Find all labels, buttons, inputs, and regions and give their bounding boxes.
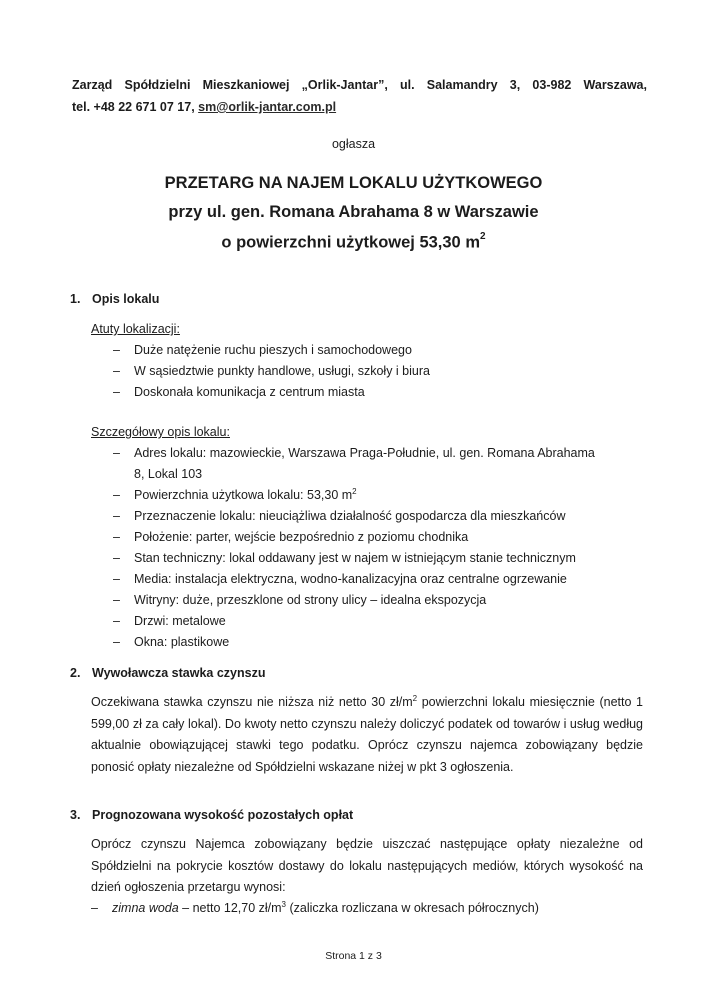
dash-bullet: –	[113, 530, 120, 544]
list-item: – W sąsiedztwie punkty handlowe, usługi, szkoły i biura	[113, 361, 653, 382]
header-line-1: Zarząd Spółdzielni Mieszkaniowej „Orlik-Jantar”, ul. Salamandry 3, 03-982 Warszawa,	[72, 78, 647, 92]
header-block	[72, 74, 647, 118]
list-item: – Okna: plastikowe	[113, 632, 653, 653]
address-line-a: Adres lokalu: mazowieckie, Warszawa Praga-Południe, ul. gen. Romana Abrahama	[134, 446, 595, 460]
dash-bullet: –	[113, 385, 120, 399]
list-item: – Drzwi: metalowe	[113, 611, 653, 632]
dash-bullet: –	[113, 488, 120, 502]
section-1-number: 1.	[70, 292, 81, 306]
dash-bullet: –	[113, 343, 120, 357]
section-2-heading	[70, 666, 265, 680]
title-superscript: 2	[480, 231, 486, 242]
dash-bullet: –	[113, 509, 120, 523]
list-item: – Stan techniczny: lokal oddawany jest w najem w istniejącym stanie technicznym	[113, 548, 653, 569]
header-email-link[interactable]: sm@orlik-jantar.com.pl	[198, 100, 337, 114]
title-line-3-text: o powierzchni użytkowej 53,30 m	[221, 233, 480, 252]
dash-bullet: –	[113, 572, 120, 586]
section-2-paragraph: Oczekiwana stawka czynszu nie niższa niż netto 30 $zł/m^2$ powierzchni lokalu miesięcznie (netto 1 599,00 zł za cały lokal). Do kwoty netto czynszu należy doliczyć podatek od towarów i usług według aktualnie obowiązującej stawki tego podatku. Oprócz czynszu najemca zobowiązany będzie ponosić opłaty niezależne od Spółdzielni wskazane niżej w pkt 3 ogłoszenia.	[91, 693, 643, 774]
list-item: – Duże natężenie ruchu pieszych i samochodowego	[113, 340, 653, 361]
section-1-heading	[70, 292, 159, 306]
atuty-label: Atuty lokalizacji:	[91, 322, 180, 336]
dash-bullet: –	[113, 551, 120, 565]
announces-label: ogłasza	[331, 137, 376, 151]
details-list	[113, 443, 653, 653]
details-label: Szczegółowy opis lokalu:	[91, 425, 230, 439]
header-phone: tel. +48 22 671 07 17,	[72, 100, 199, 114]
dash-bullet: –	[91, 901, 98, 915]
dash-bullet: –	[113, 446, 120, 460]
section-1-title: Opis lokalu	[92, 292, 160, 306]
dash-bullet: –	[113, 593, 120, 607]
dash-bullet: –	[113, 364, 120, 378]
page-number: Strona 1 z 3	[325, 950, 382, 962]
list-item: – Media: instalacja elektryczna, wodno-kanalizacyjna oraz centralne ogrzewanie	[113, 569, 653, 590]
section-2-number: 2.	[70, 666, 81, 680]
title-line-2: przy ul. gen. Romana Abrahama 8 w Warszawie	[168, 203, 539, 221]
address-line-b: 8, Lokal 103	[134, 467, 203, 481]
atuty-list	[113, 340, 653, 403]
title-line-1: PRZETARG NA NAJEM LOKALU UŻYTKOWEGO	[164, 174, 543, 192]
list-item: – Witryny: duże, przeszklone od strony ulicy – idealna ekspozycja	[113, 590, 653, 611]
cold-water-label: zimna woda	[112, 901, 179, 915]
section-3-title: Prognozowana wysokość pozostałych opłat	[92, 808, 354, 822]
list-item: – Położenie: parter, wejście bezpośrednio z poziomu chodnika	[113, 527, 653, 548]
list-item: – Powierzchnia użytkowa lokalu: 53,30 $m^2$	[113, 485, 653, 506]
section-3-list-item: – zimna woda – netto 12,70 $zł/m^3$ (zaliczka rozliczana w okresach półrocznych)	[91, 898, 539, 919]
dash-bullet: –	[113, 614, 120, 628]
section-2-title: Wywoławcza stawka czynszu	[92, 666, 266, 680]
list-item: – Doskonała komunikacja z centrum miasta	[113, 382, 653, 403]
section-3-number: 3.	[70, 808, 81, 822]
header-line-2	[72, 100, 336, 114]
dash-bullet: –	[113, 635, 120, 649]
list-item	[113, 443, 653, 485]
section-3-paragraph: Oprócz czynszu Najemca zobowiązany będzie uiszczać następujące opłaty niezależne od Spółdzielni na pokrycie kosztów dostawy do lokalu następujących mediów, których wysokość na dzień ogłoszenia przetargu wynosi:	[91, 837, 643, 894]
title-line-3	[0, 233, 707, 253]
section-3-heading	[70, 808, 353, 822]
list-item: – Przeznaczenie lokalu: nieuciążliwa działalność gospodarcza dla mieszkańców	[113, 506, 653, 527]
